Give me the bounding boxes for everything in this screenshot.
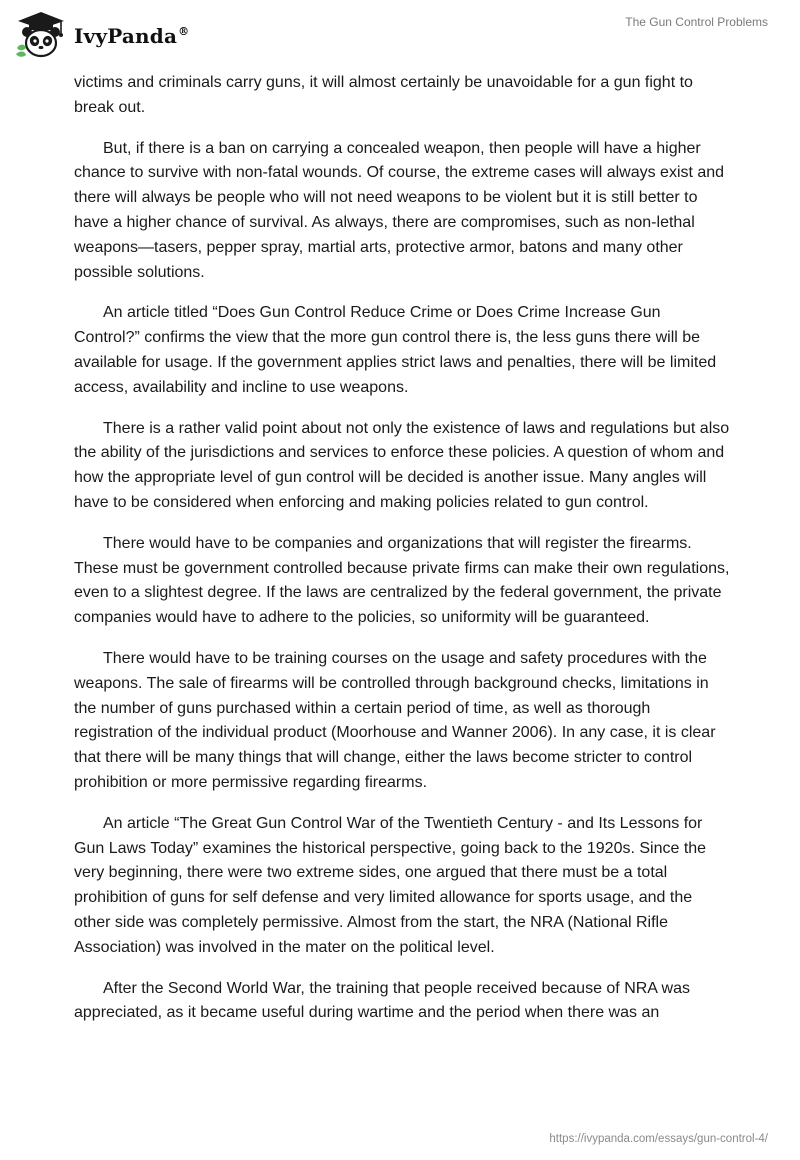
page-header [0,0,800,70]
source-url[interactable]: https://ivypanda.com/essays/gun-control-4/ [549,1133,768,1145]
paragraph-6: There would have to be training courses on the usage and safety procedures with the weapons. The sale of firearms will be controlled through background checks, limitations in the number of guns purchased within a certain period of time, as well as thorough registration of the individual product (Moorhouse and Wanner 2006). In any case, it is clear that there will be many things that will change, either the laws become stricter to control prohibition or more permissive regarding firearms. [74,649,716,791]
paragraph-3: An article titled “Does Gun Control Reduce Crime or Does Crime Increase Gun Control?” confirms the view that the more gun control there is, the less guns there will be available for usage. If the government applies strict laws and penalties, there will be limited access, availability and incline to use weapons. [74,304,717,396]
paragraph-2: But, if there is a ban on carrying a concealed weapon, then people will have a higher chance to survive with non-fatal wounds. Of course, the extreme cases will always exist and there will always be people who will not need weapons to be violent but it is still better to have a higher chance of survival. As always, there are compromises, such as non-lethal weapons—tasers, pepper spray, martial arts, protective armor, batons and many other possible solutions. [74,139,725,281]
brand-name-text: IvyPanda [74,24,178,48]
paragraph-7: An article “The Great Gun Control War of the Twentieth Century - and Its Lessons for Gun Laws Today” examines the historical perspective, going back to the 1920s. Since the very beginning, there were two extreme sides, one argued that there must be a total prohibition of guns for self defense and very limited allowance for sports usage, and the other side was completely permissive. Almost from the start, the NRA (National Rifle Association) was involved in the mater on the political level. [74,814,707,956]
paragraph-1: victims and criminals carry guns, it will almost certainly be unavoidable for a gun fight to break out. [74,74,693,116]
brand-name [74,24,189,48]
essay-body [74,71,730,1042]
paragraph-5: There would have to be companies and organizations that will register the firearms. These must be government controlled because private firms can make their own regulations, even to a slightest degree. If the laws are centralized by the federal government, the private companies would have to adhere to the policies, so uniformity will be guaranteed. [74,534,730,627]
brand-logo[interactable] [14,10,189,60]
registered-mark: ® [178,25,190,39]
panda-graduate-icon [14,10,68,60]
paragraph-8: After the Second World War, the training that people received because of NRA was appreciated, as it became useful during wartime and the period when there was an [74,979,690,1022]
paragraph-4: There is a rather valid point about not only the existence of laws and regulations but also the ability of the jurisdictions and services to enforce these policies. A question of whom and how the appropriate level of gun control will be decided is another issue. Many angles will have to be considered when enforcing and making policies related to gun control. [74,419,730,511]
document-title: The Gun Control Problems [625,15,768,29]
